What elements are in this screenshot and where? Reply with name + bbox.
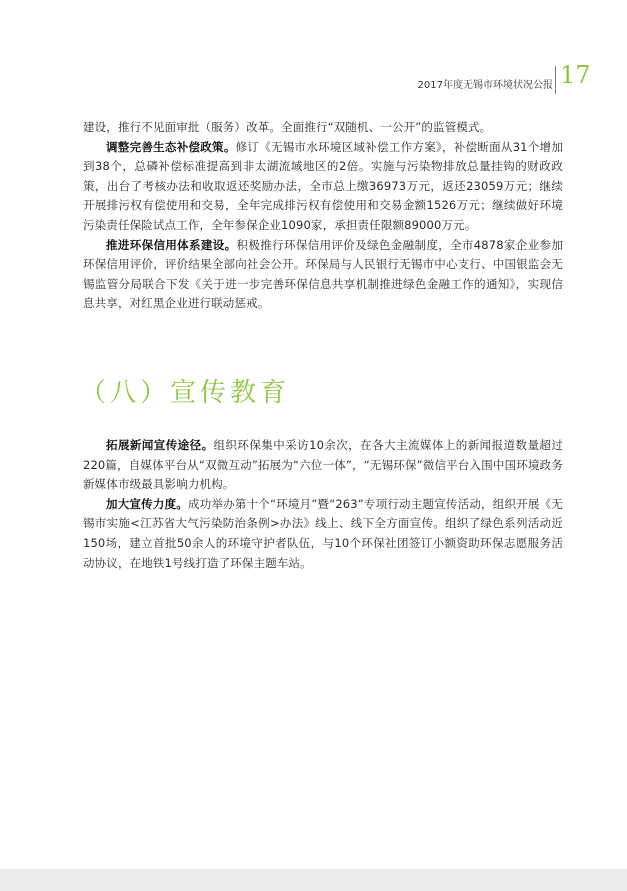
paragraph-continuation: 建设，推行不见面审批（服务）改革。全面推行“双随机、一公开”的监管模式。 (83, 120, 492, 134)
paragraph-lead: 拓展新闻宣传途径。 (106, 438, 214, 452)
paragraph-body: 修订《无锡市水环境区域补偿工作方案》，补偿断面从31个增加到38个，总磷补偿标准提高到非太湖流域地区的2倍。实施与污染物排放总量挂钩的财政政策，出台了考核办法和收取返还奖励办法，全市总上缴36973万元，返还23059万元；继续开展排污权有偿使用和交易，全年完成排污权有偿使用和交易金额1526万元；继续做好环境污染责任保险试点工作，全年参保企业1090家，承担责任限额89000万元。 (83, 139, 564, 232)
paragraph-lead: 推进环保信用体系建设。 (106, 237, 237, 252)
paragraph-body: 组织环保集中采访10余次，在各大主流媒体上的新闻报道数量超过220篇，自媒体平台从“双微互动”拓展为“六位一体”，“无锡环保”微信平台入围中国环境政务新媒体市级最具影响力机构。 (83, 438, 563, 492)
page-header (0, 58, 627, 98)
paragraph-lead: 调整完善生态补偿政策。 (106, 139, 236, 154)
paragraph-ecological-compensation (83, 138, 563, 236)
header-divider (555, 66, 556, 94)
footer-band (0, 869, 627, 891)
paragraph-publicity (83, 495, 563, 573)
paragraph-news-channels (83, 436, 563, 495)
report-title: 2017年度无锡市环境状况公报 (417, 80, 553, 91)
content-block-1 (83, 118, 563, 314)
paragraph-lead: 加大宣传力度。 (106, 496, 189, 511)
paragraph-body: 成功举办第十个“环境月”暨“263”专项行动主题宣传活动，组织开展《无锡市实施<江苏省大气污染防治条例>办法》线上、线下全方面宣传。组织了绿色系列活动近150场，建立首批50余人的环境守护者队伍，与10个环保社团签订小额资助环保志愿服务活动协议，在地铁1号线打造了环保主题车站。 (83, 496, 563, 570)
paragraph-credit-system (83, 236, 563, 314)
page-number: 17 (560, 61, 591, 89)
section-title: （八）宣传教育 (80, 378, 291, 408)
content-block-2 (83, 436, 563, 573)
paragraph-body: 积极推行环保信用评价及绿色金融制度，全市4878家企业参加环保信用评价，评价结果全部向社会公开。环保局与人民银行无锡市中心支行、中国银监会无锡监管分局联合下发《关于进一步完善环保信息共享机制推进绿色金融工作的通知》，实现信息共享，对红黑企业进行联动惩戒。 (83, 237, 563, 311)
